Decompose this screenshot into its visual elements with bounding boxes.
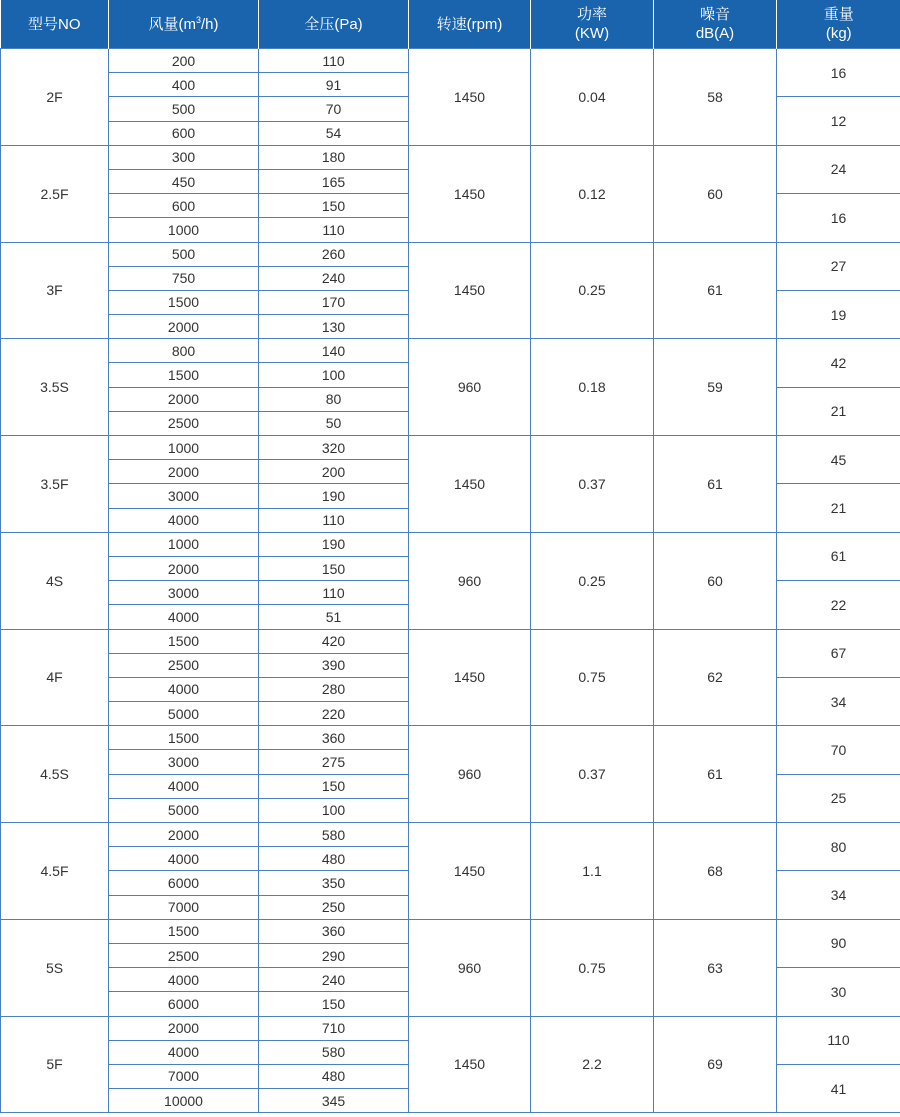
- cell-pressure: 150: [259, 774, 409, 798]
- cell-airflow: 300: [109, 145, 259, 169]
- cell-weight: 45: [777, 436, 900, 484]
- cell-pressure: 165: [259, 169, 409, 193]
- cell-noise: 63: [654, 919, 777, 1016]
- cell-pressure: 580: [259, 823, 409, 847]
- cell-pressure: 54: [259, 121, 409, 145]
- cell-airflow: 7000: [109, 1064, 259, 1088]
- cell-speed: 1450: [409, 436, 531, 533]
- cell-pressure: 150: [259, 194, 409, 218]
- header-row: [1, 0, 900, 49]
- cell-pressure: 480: [259, 1064, 409, 1088]
- cell-pressure: 360: [259, 919, 409, 943]
- cell-speed: 1450: [409, 823, 531, 920]
- cell-pressure: 290: [259, 943, 409, 967]
- cell-pressure: 390: [259, 653, 409, 677]
- header-weight: 重量 (kg): [777, 0, 900, 49]
- cell-airflow: 3000: [109, 581, 259, 605]
- table-row: [1, 532, 900, 556]
- cell-weight: 110: [777, 1016, 900, 1064]
- cell-weight: 41: [777, 1064, 900, 1112]
- cell-pressure: 150: [259, 556, 409, 580]
- cell-airflow: 4000: [109, 774, 259, 798]
- cell-pressure: 100: [259, 363, 409, 387]
- table-row: [1, 49, 900, 73]
- cell-pressure: 190: [259, 532, 409, 556]
- header-speed: 转速(rpm): [409, 0, 531, 49]
- header-airflow: 风量$(m^3/h)$: [109, 0, 259, 49]
- cell-airflow: 1500: [109, 290, 259, 314]
- cell-model: 5F: [1, 1016, 109, 1113]
- cell-airflow: 2500: [109, 411, 259, 435]
- table-row: [1, 726, 900, 750]
- cell-pressure: 350: [259, 871, 409, 895]
- cell-airflow: 4000: [109, 605, 259, 629]
- cell-weight: 42: [777, 339, 900, 387]
- cell-pressure: 110: [259, 581, 409, 605]
- cell-airflow: 1500: [109, 629, 259, 653]
- cell-airflow: 4000: [109, 677, 259, 701]
- cell-pressure: 80: [259, 387, 409, 411]
- cell-model: 5S: [1, 919, 109, 1016]
- table-body: [1, 49, 900, 1113]
- cell-airflow: 450: [109, 169, 259, 193]
- cell-weight: 24: [777, 145, 900, 193]
- cell-power: 1.1: [531, 823, 654, 920]
- cell-weight: 34: [777, 677, 900, 725]
- cell-weight: 61: [777, 532, 900, 580]
- cell-model: 4F: [1, 629, 109, 726]
- cell-airflow: 2000: [109, 315, 259, 339]
- cell-airflow: 4000: [109, 968, 259, 992]
- cell-airflow: 4000: [109, 508, 259, 532]
- cell-weight: 16: [777, 194, 900, 242]
- cell-airflow: 1500: [109, 363, 259, 387]
- cell-pressure: 110: [259, 49, 409, 73]
- cell-pressure: 360: [259, 726, 409, 750]
- cell-power: 0.37: [531, 726, 654, 823]
- cell-model: 3.5F: [1, 436, 109, 533]
- cell-noise: 59: [654, 339, 777, 436]
- cell-weight: 90: [777, 919, 900, 967]
- cell-speed: 1450: [409, 242, 531, 339]
- cell-airflow: 5000: [109, 798, 259, 822]
- cell-weight: 80: [777, 823, 900, 871]
- cell-power: 0.04: [531, 49, 654, 146]
- cell-airflow: 1000: [109, 218, 259, 242]
- cell-airflow: 1500: [109, 919, 259, 943]
- header-noise: 噪音 dB(A): [654, 0, 777, 49]
- cell-model: 3F: [1, 242, 109, 339]
- cell-model: 4.5S: [1, 726, 109, 823]
- cell-pressure: 51: [259, 605, 409, 629]
- cell-speed: 1450: [409, 1016, 531, 1113]
- table-row: [1, 436, 900, 460]
- cell-speed: 960: [409, 339, 531, 436]
- cell-pressure: 170: [259, 290, 409, 314]
- cell-power: 0.75: [531, 629, 654, 726]
- table-row: [1, 919, 900, 943]
- cell-airflow: 2000: [109, 387, 259, 411]
- cell-weight: 21: [777, 387, 900, 435]
- cell-pressure: 240: [259, 266, 409, 290]
- cell-airflow: 500: [109, 97, 259, 121]
- cell-model: 3.5S: [1, 339, 109, 436]
- cell-speed: 1450: [409, 629, 531, 726]
- cell-weight: 19: [777, 290, 900, 338]
- cell-weight: 12: [777, 97, 900, 145]
- cell-power: 2.2: [531, 1016, 654, 1113]
- cell-pressure: 710: [259, 1016, 409, 1040]
- table-row: [1, 629, 900, 653]
- cell-airflow: 500: [109, 242, 259, 266]
- cell-weight: 67: [777, 629, 900, 677]
- cell-airflow: 800: [109, 339, 259, 363]
- cell-noise: 60: [654, 532, 777, 629]
- cell-pressure: 130: [259, 315, 409, 339]
- cell-pressure: 275: [259, 750, 409, 774]
- cell-model: 2.5F: [1, 145, 109, 242]
- cell-weight: 16: [777, 49, 900, 97]
- cell-noise: 61: [654, 242, 777, 339]
- cell-pressure: 50: [259, 411, 409, 435]
- cell-weight: 30: [777, 968, 900, 1016]
- cell-speed: 960: [409, 532, 531, 629]
- cell-weight: 34: [777, 871, 900, 919]
- cell-pressure: 240: [259, 968, 409, 992]
- cell-pressure: 180: [259, 145, 409, 169]
- cell-power: 0.25: [531, 242, 654, 339]
- cell-noise: 68: [654, 823, 777, 920]
- cell-weight: 22: [777, 581, 900, 629]
- header-model: 型号NO: [1, 0, 109, 49]
- cell-model: 4S: [1, 532, 109, 629]
- cell-power: 0.37: [531, 436, 654, 533]
- table-row: [1, 339, 900, 363]
- cell-noise: 58: [654, 49, 777, 146]
- cell-noise: 61: [654, 436, 777, 533]
- header-power: 功率 (KW): [531, 0, 654, 49]
- table-row: [1, 145, 900, 169]
- cell-noise: 60: [654, 145, 777, 242]
- cell-airflow: 3000: [109, 750, 259, 774]
- cell-pressure: 140: [259, 339, 409, 363]
- cell-weight: 27: [777, 242, 900, 290]
- cell-airflow: 1500: [109, 726, 259, 750]
- table-header: [1, 0, 900, 49]
- cell-pressure: 91: [259, 73, 409, 97]
- cell-airflow: 2000: [109, 460, 259, 484]
- cell-speed: 960: [409, 919, 531, 1016]
- cell-airflow: 10000: [109, 1089, 259, 1113]
- cell-airflow: 2000: [109, 556, 259, 580]
- cell-pressure: 280: [259, 677, 409, 701]
- cell-weight: 25: [777, 774, 900, 822]
- cell-airflow: 2000: [109, 1016, 259, 1040]
- cell-power: 0.18: [531, 339, 654, 436]
- cell-power: 0.12: [531, 145, 654, 242]
- cell-pressure: 580: [259, 1040, 409, 1064]
- cell-pressure: 260: [259, 242, 409, 266]
- cell-speed: 1450: [409, 49, 531, 146]
- cell-airflow: 600: [109, 194, 259, 218]
- cell-pressure: 250: [259, 895, 409, 919]
- cell-airflow: 1000: [109, 532, 259, 556]
- cell-airflow: 600: [109, 121, 259, 145]
- cell-airflow: 4000: [109, 847, 259, 871]
- cell-noise: 62: [654, 629, 777, 726]
- cell-airflow: 2500: [109, 653, 259, 677]
- cell-speed: 960: [409, 726, 531, 823]
- table-row: [1, 1016, 900, 1040]
- cell-pressure: 420: [259, 629, 409, 653]
- cell-model: 2F: [1, 49, 109, 146]
- cell-airflow: 6000: [109, 992, 259, 1016]
- cell-model: 4.5F: [1, 823, 109, 920]
- cell-airflow: 5000: [109, 702, 259, 726]
- header-pressure: 全压(Pa): [259, 0, 409, 49]
- cell-airflow: 200: [109, 49, 259, 73]
- cell-power: 0.75: [531, 919, 654, 1016]
- cell-pressure: 200: [259, 460, 409, 484]
- cell-pressure: 480: [259, 847, 409, 871]
- cell-airflow: 4000: [109, 1040, 259, 1064]
- cell-noise: 61: [654, 726, 777, 823]
- cell-pressure: 345: [259, 1089, 409, 1113]
- cell-weight: 21: [777, 484, 900, 532]
- table-row: [1, 242, 900, 266]
- cell-airflow: 2000: [109, 823, 259, 847]
- cell-airflow: 6000: [109, 871, 259, 895]
- cell-noise: 69: [654, 1016, 777, 1113]
- cell-pressure: 190: [259, 484, 409, 508]
- cell-pressure: 110: [259, 218, 409, 242]
- cell-airflow: 400: [109, 73, 259, 97]
- cell-airflow: 1000: [109, 436, 259, 460]
- cell-airflow: 3000: [109, 484, 259, 508]
- cell-power: 0.25: [531, 532, 654, 629]
- cell-airflow: 7000: [109, 895, 259, 919]
- cell-speed: 1450: [409, 145, 531, 242]
- table-row: [1, 823, 900, 847]
- cell-pressure: 150: [259, 992, 409, 1016]
- cell-pressure: 70: [259, 97, 409, 121]
- cell-pressure: 110: [259, 508, 409, 532]
- cell-pressure: 320: [259, 436, 409, 460]
- cell-pressure: 100: [259, 798, 409, 822]
- cell-pressure: 220: [259, 702, 409, 726]
- cell-airflow: 750: [109, 266, 259, 290]
- cell-airflow: 2500: [109, 943, 259, 967]
- cell-weight: 70: [777, 726, 900, 774]
